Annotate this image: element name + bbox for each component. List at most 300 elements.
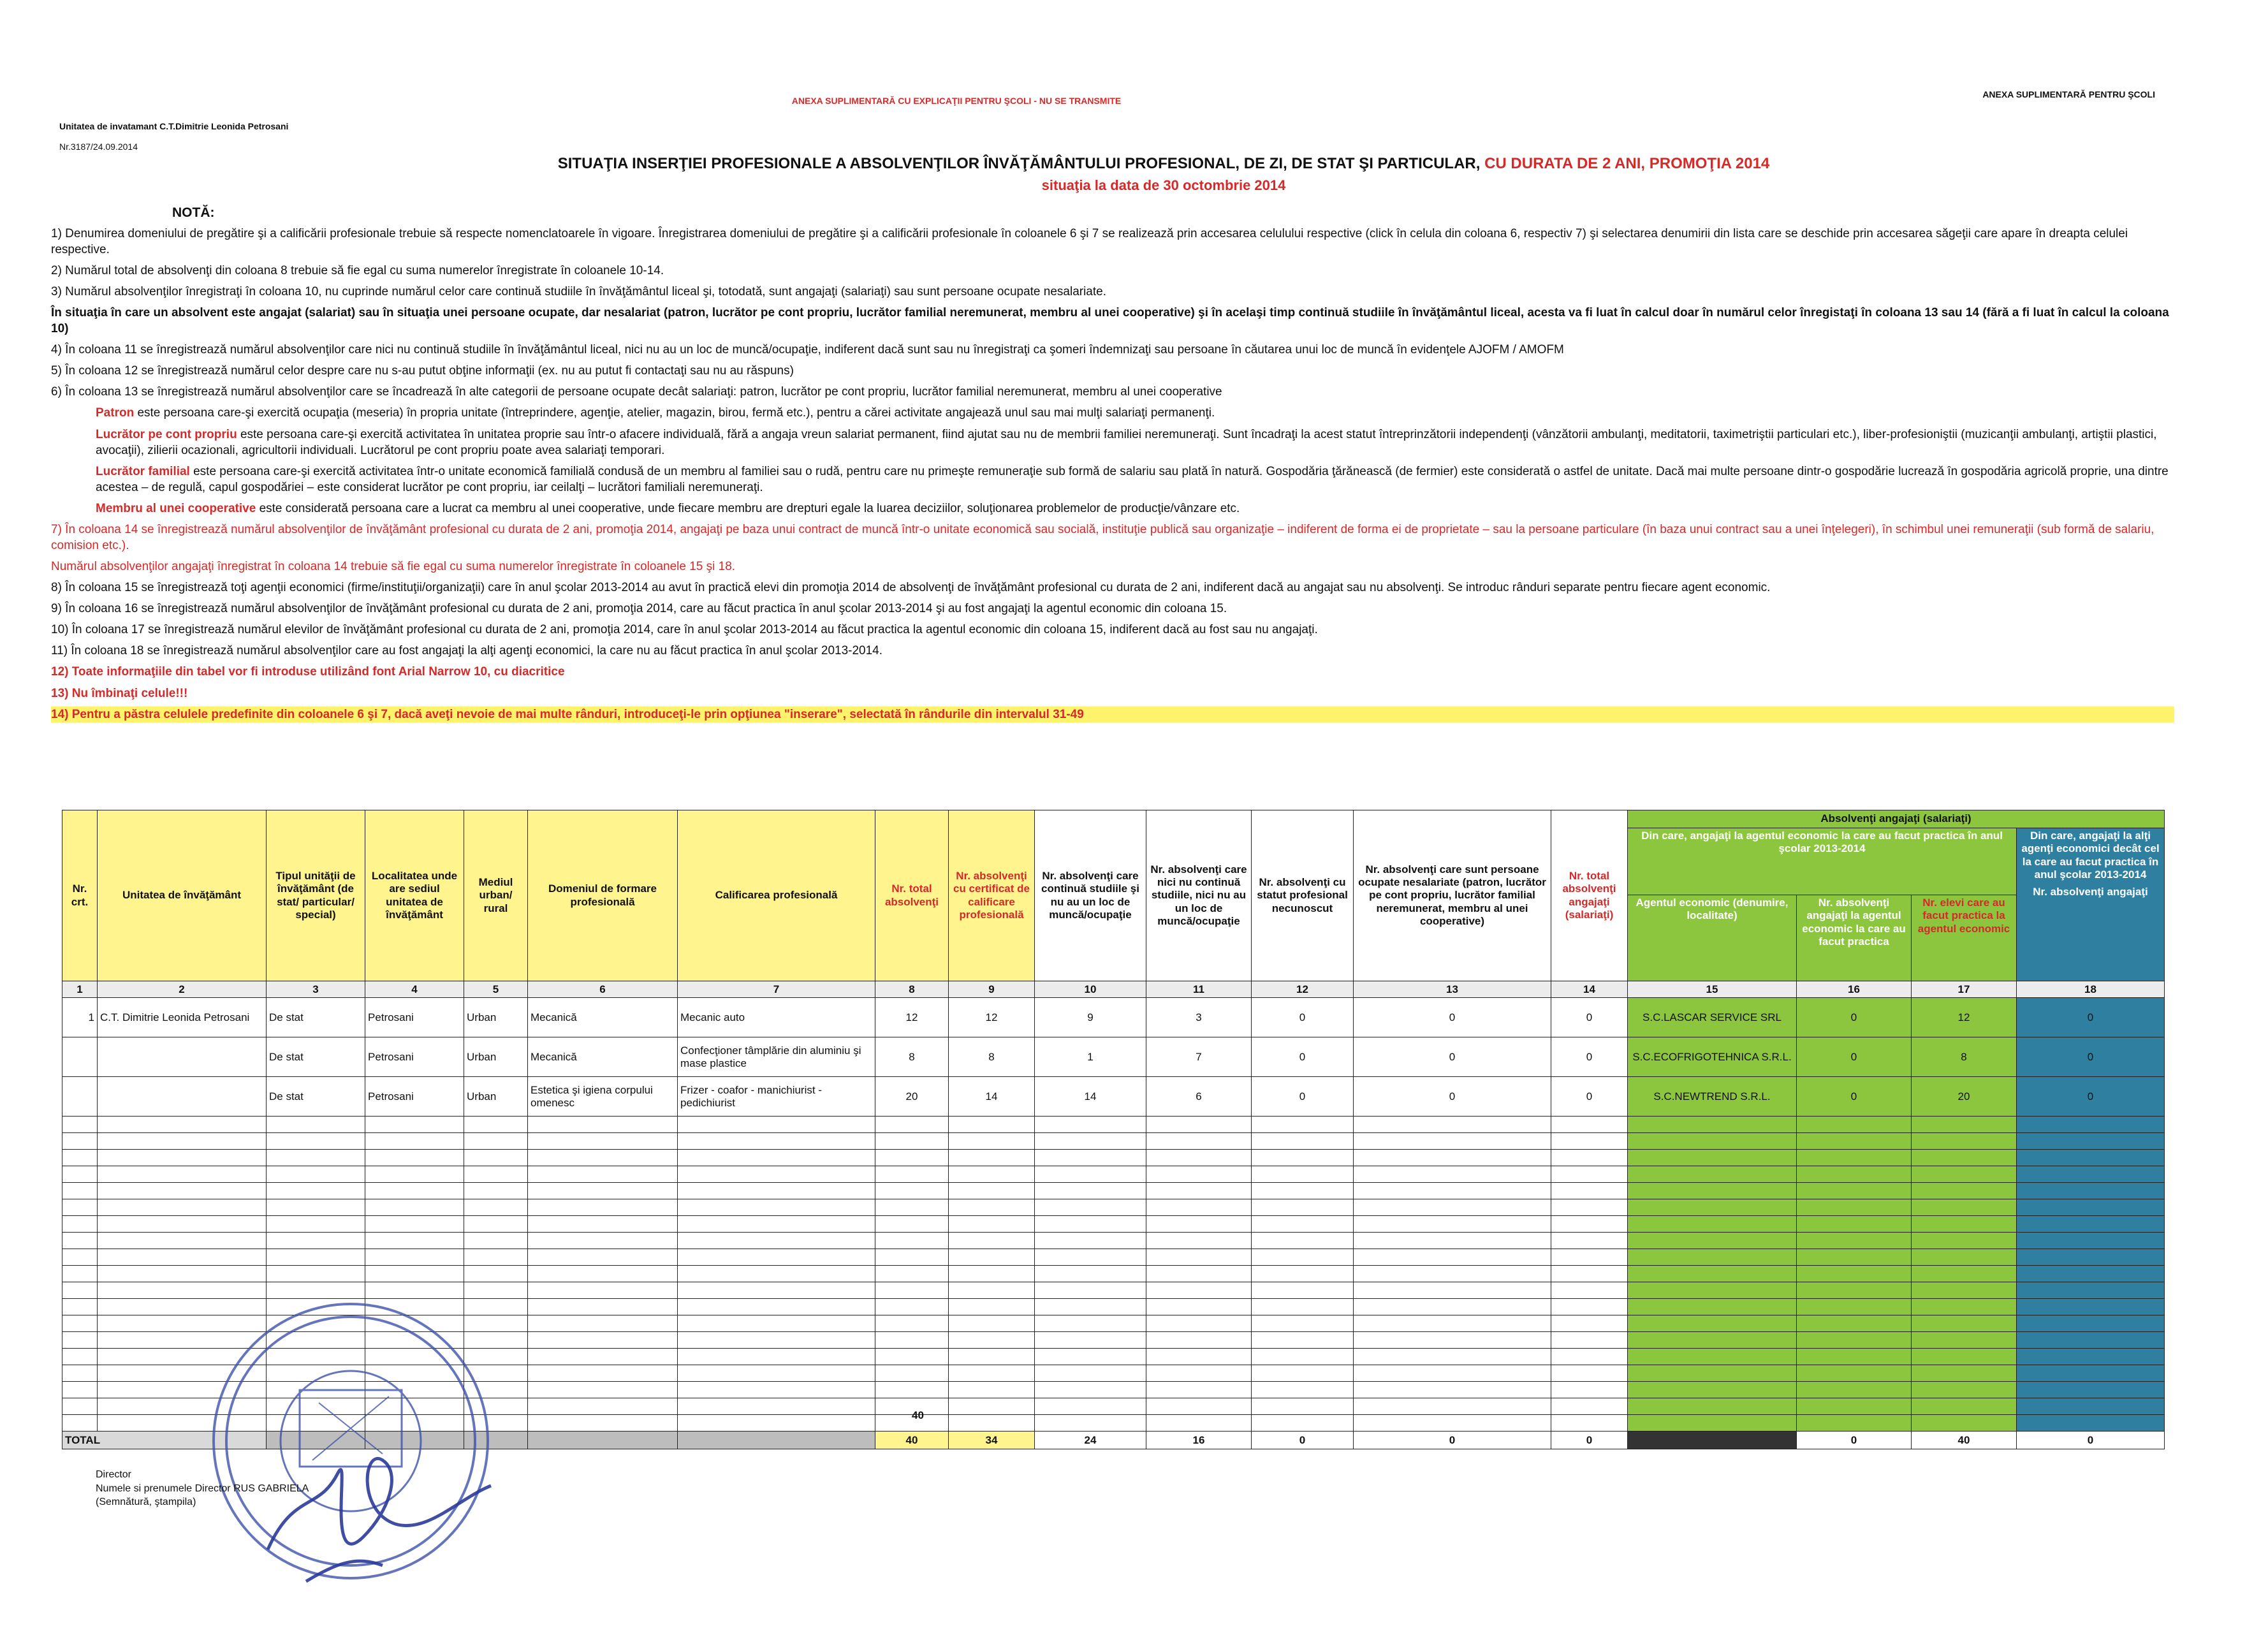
empty-cell[interactable] xyxy=(1035,1133,1146,1150)
table-cell[interactable]: 0 xyxy=(2017,1037,2165,1077)
empty-cell[interactable] xyxy=(949,1398,1035,1415)
empty-cell[interactable] xyxy=(875,1183,949,1199)
empty-cell[interactable] xyxy=(949,1183,1035,1199)
empty-cell[interactable] xyxy=(1146,1117,1252,1133)
empty-cell[interactable] xyxy=(949,1249,1035,1266)
empty-cell[interactable] xyxy=(1146,1349,1252,1365)
empty-cell[interactable] xyxy=(1628,1282,1797,1299)
empty-cell[interactable] xyxy=(678,1299,875,1315)
empty-cell[interactable] xyxy=(1146,1150,1252,1166)
table-cell[interactable]: 6 xyxy=(1146,1077,1252,1117)
empty-cell[interactable] xyxy=(1354,1216,1551,1233)
empty-cell[interactable] xyxy=(949,1365,1035,1382)
empty-cell[interactable] xyxy=(875,1166,949,1183)
empty-cell[interactable] xyxy=(875,1216,949,1233)
empty-cell[interactable] xyxy=(1551,1332,1628,1349)
empty-cell[interactable] xyxy=(875,1233,949,1249)
empty-cell[interactable] xyxy=(267,1150,365,1166)
empty-cell[interactable] xyxy=(1912,1266,2017,1282)
empty-cell[interactable] xyxy=(1252,1299,1354,1315)
empty-cell[interactable] xyxy=(1252,1382,1354,1398)
empty-cell[interactable] xyxy=(1797,1282,1912,1299)
table-cell[interactable]: 8 xyxy=(875,1037,949,1077)
table-cell[interactable]: 8 xyxy=(949,1037,1035,1077)
empty-cell[interactable] xyxy=(1354,1249,1551,1266)
table-cell[interactable]: Mecanic auto xyxy=(678,998,875,1037)
empty-cell[interactable] xyxy=(1354,1117,1551,1133)
empty-cell[interactable] xyxy=(949,1382,1035,1398)
empty-cell[interactable] xyxy=(1628,1216,1797,1233)
empty-cell[interactable] xyxy=(267,1199,365,1216)
empty-cell[interactable] xyxy=(62,1249,98,1266)
empty-cell[interactable] xyxy=(528,1133,678,1150)
table-cell[interactable]: 7 xyxy=(1146,1037,1252,1077)
empty-cell[interactable] xyxy=(2017,1382,2165,1398)
empty-cell[interactable] xyxy=(464,1233,528,1249)
empty-cell[interactable] xyxy=(1354,1365,1551,1382)
empty-cell[interactable] xyxy=(1354,1183,1551,1199)
empty-cell[interactable] xyxy=(1252,1332,1354,1349)
empty-cell[interactable] xyxy=(678,1349,875,1365)
empty-cell[interactable] xyxy=(1035,1332,1146,1349)
empty-cell[interactable] xyxy=(949,1266,1035,1282)
empty-cell[interactable] xyxy=(1252,1216,1354,1233)
table-cell[interactable]: 12 xyxy=(949,998,1035,1037)
empty-cell[interactable] xyxy=(1912,1299,2017,1315)
empty-cell[interactable] xyxy=(1354,1315,1551,1332)
table-cell[interactable]: 20 xyxy=(875,1077,949,1117)
table-cell[interactable]: Mecanică xyxy=(528,998,678,1037)
empty-cell[interactable] xyxy=(678,1315,875,1332)
empty-cell[interactable] xyxy=(678,1166,875,1183)
table-cell[interactable]: Mecanică xyxy=(528,1037,678,1077)
empty-cell[interactable] xyxy=(1628,1166,1797,1183)
empty-cell[interactable] xyxy=(1551,1233,1628,1249)
empty-cell[interactable] xyxy=(1035,1166,1146,1183)
table-cell[interactable]: 0 xyxy=(2017,1077,2165,1117)
empty-cell[interactable] xyxy=(1252,1398,1354,1415)
table-cell[interactable]: 0 xyxy=(1797,998,1912,1037)
empty-cell[interactable] xyxy=(875,1199,949,1216)
empty-cell[interactable] xyxy=(267,1233,365,1249)
empty-cell[interactable] xyxy=(1628,1332,1797,1349)
empty-cell[interactable] xyxy=(1354,1233,1551,1249)
empty-cell[interactable] xyxy=(1628,1398,1797,1415)
empty-cell[interactable] xyxy=(2017,1133,2165,1150)
empty-cell[interactable] xyxy=(1354,1266,1551,1282)
empty-cell[interactable] xyxy=(1146,1315,1252,1332)
table-cell[interactable]: 0 xyxy=(1797,1077,1912,1117)
empty-cell[interactable] xyxy=(1628,1150,1797,1166)
empty-cell[interactable] xyxy=(875,1133,949,1150)
empty-cell[interactable] xyxy=(528,1349,678,1365)
empty-cell[interactable] xyxy=(267,1216,365,1233)
empty-cell[interactable] xyxy=(1912,1183,2017,1199)
empty-cell[interactable] xyxy=(98,1133,267,1150)
empty-cell[interactable] xyxy=(875,1382,949,1398)
empty-cell[interactable] xyxy=(1035,1117,1146,1133)
empty-cell[interactable] xyxy=(528,1183,678,1199)
empty-cell[interactable] xyxy=(62,1166,98,1183)
empty-cell[interactable] xyxy=(949,1216,1035,1233)
table-cell[interactable]: 9 xyxy=(1035,998,1146,1037)
empty-cell[interactable] xyxy=(1146,1299,1252,1315)
empty-cell[interactable] xyxy=(1912,1315,2017,1332)
table-cell[interactable]: 0 xyxy=(1551,998,1628,1037)
empty-cell[interactable] xyxy=(365,1117,464,1133)
empty-cell[interactable] xyxy=(98,1166,267,1183)
empty-cell[interactable] xyxy=(528,1249,678,1266)
empty-cell[interactable] xyxy=(528,1398,678,1415)
empty-cell[interactable] xyxy=(464,1199,528,1216)
empty-cell[interactable] xyxy=(1912,1199,2017,1216)
empty-cell[interactable] xyxy=(875,1299,949,1315)
empty-cell[interactable] xyxy=(464,1216,528,1233)
empty-cell[interactable] xyxy=(267,1166,365,1183)
empty-cell[interactable] xyxy=(1354,1133,1551,1150)
empty-cell[interactable] xyxy=(1035,1150,1146,1166)
empty-cell[interactable] xyxy=(1035,1282,1146,1299)
empty-cell[interactable] xyxy=(62,1233,98,1249)
empty-cell[interactable] xyxy=(1628,1415,1797,1432)
empty-cell[interactable] xyxy=(1551,1349,1628,1365)
empty-cell[interactable] xyxy=(1354,1415,1551,1432)
empty-cell[interactable] xyxy=(1252,1415,1354,1432)
empty-cell[interactable] xyxy=(949,1199,1035,1216)
table-cell[interactable] xyxy=(98,1037,267,1077)
empty-cell[interactable] xyxy=(464,1183,528,1199)
table-cell[interactable]: Urban xyxy=(464,1077,528,1117)
empty-cell[interactable] xyxy=(528,1365,678,1382)
empty-cell[interactable] xyxy=(365,1199,464,1216)
empty-cell[interactable] xyxy=(1551,1415,1628,1432)
empty-cell[interactable] xyxy=(62,1415,98,1432)
empty-cell[interactable] xyxy=(528,1282,678,1299)
empty-cell[interactable] xyxy=(1912,1332,2017,1349)
empty-cell[interactable] xyxy=(875,1349,949,1365)
empty-cell[interactable] xyxy=(949,1282,1035,1299)
table-cell[interactable]: De stat xyxy=(267,1077,365,1117)
empty-cell[interactable] xyxy=(678,1199,875,1216)
table-cell[interactable]: 0 xyxy=(1354,1077,1551,1117)
empty-cell[interactable] xyxy=(1551,1315,1628,1332)
empty-cell[interactable] xyxy=(1628,1133,1797,1150)
empty-cell[interactable] xyxy=(1252,1315,1354,1332)
empty-cell[interactable] xyxy=(62,1365,98,1382)
empty-cell[interactable] xyxy=(365,1216,464,1233)
empty-cell[interactable] xyxy=(1252,1249,1354,1266)
empty-cell[interactable] xyxy=(1628,1315,1797,1332)
empty-cell[interactable] xyxy=(678,1233,875,1249)
table-cell[interactable]: De stat xyxy=(267,998,365,1037)
empty-cell[interactable] xyxy=(678,1183,875,1199)
empty-cell[interactable] xyxy=(1912,1365,2017,1382)
empty-cell[interactable] xyxy=(1797,1150,1912,1166)
empty-cell[interactable] xyxy=(98,1183,267,1199)
empty-cell[interactable] xyxy=(949,1332,1035,1349)
empty-cell[interactable] xyxy=(1354,1299,1551,1315)
empty-cell[interactable] xyxy=(1912,1133,2017,1150)
empty-cell[interactable] xyxy=(949,1299,1035,1315)
empty-cell[interactable] xyxy=(1551,1117,1628,1133)
empty-cell[interactable] xyxy=(464,1150,528,1166)
empty-cell[interactable] xyxy=(1551,1166,1628,1183)
empty-cell[interactable] xyxy=(1146,1249,1252,1266)
empty-cell[interactable] xyxy=(528,1315,678,1332)
table-cell[interactable]: 3 xyxy=(1146,998,1252,1037)
empty-cell[interactable] xyxy=(875,1117,949,1133)
empty-cell[interactable] xyxy=(1252,1199,1354,1216)
empty-cell[interactable] xyxy=(98,1117,267,1133)
empty-cell[interactable] xyxy=(2017,1117,2165,1133)
table-cell[interactable] xyxy=(62,1077,98,1117)
empty-cell[interactable] xyxy=(1035,1315,1146,1332)
empty-cell[interactable] xyxy=(1797,1382,1912,1398)
empty-cell[interactable] xyxy=(2017,1249,2165,1266)
empty-cell[interactable] xyxy=(1354,1199,1551,1216)
empty-cell[interactable] xyxy=(949,1133,1035,1150)
table-cell[interactable]: De stat xyxy=(267,1037,365,1077)
empty-cell[interactable] xyxy=(365,1166,464,1183)
empty-cell[interactable] xyxy=(1797,1299,1912,1315)
empty-cell[interactable] xyxy=(1035,1349,1146,1365)
empty-cell[interactable] xyxy=(949,1349,1035,1365)
table-cell[interactable]: Urban xyxy=(464,1037,528,1077)
table-cell[interactable]: 0 xyxy=(1551,1037,1628,1077)
empty-cell[interactable] xyxy=(1146,1233,1252,1249)
empty-cell[interactable] xyxy=(1035,1233,1146,1249)
empty-cell[interactable] xyxy=(1252,1183,1354,1199)
empty-cell[interactable] xyxy=(678,1415,875,1432)
empty-cell[interactable] xyxy=(678,1216,875,1233)
empty-cell[interactable] xyxy=(267,1183,365,1199)
empty-cell[interactable] xyxy=(1797,1216,1912,1233)
empty-cell[interactable] xyxy=(1551,1183,1628,1199)
empty-cell[interactable] xyxy=(1551,1266,1628,1282)
table-cell[interactable]: Petrosani xyxy=(365,1077,464,1117)
empty-cell[interactable] xyxy=(464,1133,528,1150)
empty-cell[interactable] xyxy=(1354,1282,1551,1299)
empty-cell[interactable] xyxy=(949,1166,1035,1183)
empty-cell[interactable] xyxy=(528,1299,678,1315)
empty-cell[interactable] xyxy=(1912,1166,2017,1183)
empty-cell[interactable] xyxy=(464,1249,528,1266)
empty-cell[interactable] xyxy=(1354,1332,1551,1349)
empty-cell[interactable] xyxy=(1628,1266,1797,1282)
empty-cell[interactable] xyxy=(949,1233,1035,1249)
empty-cell[interactable] xyxy=(1252,1349,1354,1365)
table-cell[interactable]: Confecţioner tâmplărie din aluminiu şi mase plastice xyxy=(678,1037,875,1077)
empty-cell[interactable] xyxy=(1146,1282,1252,1299)
empty-cell[interactable] xyxy=(1551,1216,1628,1233)
empty-cell[interactable] xyxy=(1035,1299,1146,1315)
empty-cell[interactable] xyxy=(528,1382,678,1398)
empty-cell[interactable] xyxy=(1912,1150,2017,1166)
empty-cell[interactable] xyxy=(949,1117,1035,1133)
empty-cell[interactable] xyxy=(1035,1199,1146,1216)
empty-cell[interactable] xyxy=(2017,1233,2165,1249)
empty-cell[interactable] xyxy=(528,1199,678,1216)
empty-cell[interactable] xyxy=(98,1266,267,1282)
table-cell[interactable]: Frizer - coafor - manichiurist - pedichiurist xyxy=(678,1077,875,1117)
empty-cell[interactable] xyxy=(1912,1382,2017,1398)
table-cell[interactable]: Petrosani xyxy=(365,998,464,1037)
empty-cell[interactable] xyxy=(62,1282,98,1299)
table-cell[interactable]: 12 xyxy=(875,998,949,1037)
empty-cell[interactable] xyxy=(1628,1299,1797,1315)
table-cell[interactable]: 0 xyxy=(2017,998,2165,1037)
empty-cell[interactable] xyxy=(2017,1332,2165,1349)
empty-cell[interactable] xyxy=(1912,1349,2017,1365)
empty-cell[interactable] xyxy=(2017,1183,2165,1199)
empty-cell[interactable] xyxy=(1035,1266,1146,1282)
empty-cell[interactable] xyxy=(2017,1349,2165,1365)
empty-cell[interactable] xyxy=(1797,1266,1912,1282)
empty-cell[interactable] xyxy=(1912,1398,2017,1415)
empty-cell[interactable] xyxy=(1354,1166,1551,1183)
empty-cell[interactable] xyxy=(1146,1382,1252,1398)
empty-cell[interactable] xyxy=(2017,1166,2165,1183)
table-cell[interactable]: S.C.ECOFRIGOTEHNICA S.R.L. xyxy=(1628,1037,1797,1077)
empty-cell[interactable] xyxy=(2017,1415,2165,1432)
empty-cell[interactable] xyxy=(365,1233,464,1249)
table-cell[interactable]: 1 xyxy=(62,998,98,1037)
empty-cell[interactable] xyxy=(1354,1150,1551,1166)
empty-cell[interactable] xyxy=(1797,1332,1912,1349)
empty-cell[interactable] xyxy=(267,1249,365,1266)
empty-cell[interactable] xyxy=(464,1266,528,1282)
empty-cell[interactable] xyxy=(62,1266,98,1282)
empty-cell[interactable] xyxy=(62,1332,98,1349)
empty-cell[interactable] xyxy=(62,1398,98,1415)
empty-cell[interactable] xyxy=(1035,1365,1146,1382)
empty-cell[interactable] xyxy=(1912,1117,2017,1133)
empty-cell[interactable] xyxy=(678,1332,875,1349)
empty-cell[interactable] xyxy=(1912,1282,2017,1299)
empty-cell[interactable] xyxy=(1252,1133,1354,1150)
empty-cell[interactable] xyxy=(1551,1282,1628,1299)
table-cell[interactable]: S.C.LASCAR SERVICE SRL xyxy=(1628,998,1797,1037)
empty-cell[interactable] xyxy=(1797,1166,1912,1183)
empty-cell[interactable] xyxy=(678,1282,875,1299)
empty-cell[interactable] xyxy=(528,1216,678,1233)
empty-cell[interactable] xyxy=(1146,1133,1252,1150)
empty-cell[interactable] xyxy=(875,1315,949,1332)
empty-cell[interactable] xyxy=(1252,1282,1354,1299)
empty-cell[interactable] xyxy=(62,1133,98,1150)
empty-cell[interactable] xyxy=(528,1117,678,1133)
empty-cell[interactable] xyxy=(1354,1349,1551,1365)
empty-cell[interactable] xyxy=(1035,1216,1146,1233)
empty-cell[interactable] xyxy=(1628,1183,1797,1199)
empty-cell[interactable] xyxy=(62,1183,98,1199)
empty-cell[interactable] xyxy=(678,1398,875,1415)
table-cell[interactable]: 0 xyxy=(1551,1077,1628,1117)
empty-cell[interactable] xyxy=(1797,1398,1912,1415)
empty-cell[interactable] xyxy=(1912,1249,2017,1266)
empty-cell[interactable] xyxy=(62,1216,98,1233)
empty-cell[interactable] xyxy=(1252,1166,1354,1183)
table-cell[interactable]: 1 xyxy=(1035,1037,1146,1077)
table-cell[interactable]: 0 xyxy=(1354,1037,1551,1077)
empty-cell[interactable] xyxy=(2017,1150,2165,1166)
empty-cell[interactable] xyxy=(528,1415,678,1432)
empty-cell[interactable] xyxy=(1551,1150,1628,1166)
empty-cell[interactable] xyxy=(1146,1266,1252,1282)
empty-cell[interactable] xyxy=(1252,1117,1354,1133)
empty-cell[interactable] xyxy=(1912,1233,2017,1249)
empty-cell[interactable] xyxy=(1797,1233,1912,1249)
table-cell[interactable]: 8 xyxy=(1912,1037,2017,1077)
empty-cell[interactable] xyxy=(1628,1249,1797,1266)
empty-cell[interactable] xyxy=(2017,1365,2165,1382)
empty-cell[interactable] xyxy=(875,1266,949,1282)
table-cell[interactable]: S.C.NEWTREND S.R.L. xyxy=(1628,1077,1797,1117)
empty-cell[interactable] xyxy=(98,1249,267,1266)
empty-cell[interactable] xyxy=(2017,1266,2165,1282)
empty-cell[interactable] xyxy=(1146,1365,1252,1382)
empty-cell[interactable] xyxy=(1035,1398,1146,1415)
empty-cell[interactable] xyxy=(2017,1199,2165,1216)
table-cell[interactable]: 0 xyxy=(1252,1077,1354,1117)
empty-cell[interactable] xyxy=(1035,1382,1146,1398)
empty-cell[interactable] xyxy=(1551,1382,1628,1398)
empty-cell[interactable] xyxy=(365,1249,464,1266)
empty-cell[interactable] xyxy=(1628,1233,1797,1249)
empty-cell[interactable] xyxy=(528,1332,678,1349)
table-cell[interactable]: 0 xyxy=(1252,998,1354,1037)
empty-cell[interactable] xyxy=(62,1150,98,1166)
empty-cell[interactable] xyxy=(1797,1365,1912,1382)
empty-cell[interactable] xyxy=(1354,1382,1551,1398)
empty-cell[interactable] xyxy=(62,1382,98,1398)
table-cell[interactable]: Urban xyxy=(464,998,528,1037)
empty-cell[interactable] xyxy=(949,1150,1035,1166)
empty-cell[interactable] xyxy=(1252,1266,1354,1282)
table-cell[interactable]: 20 xyxy=(1912,1077,2017,1117)
empty-cell[interactable] xyxy=(875,1332,949,1349)
empty-cell[interactable] xyxy=(875,1282,949,1299)
empty-cell[interactable] xyxy=(1628,1199,1797,1216)
empty-cell[interactable] xyxy=(528,1166,678,1183)
table-cell[interactable]: 0 xyxy=(1252,1037,1354,1077)
empty-cell[interactable] xyxy=(267,1266,365,1282)
empty-cell[interactable] xyxy=(678,1382,875,1398)
empty-cell[interactable] xyxy=(62,1117,98,1133)
empty-cell[interactable] xyxy=(949,1415,1035,1432)
table-cell[interactable]: 0 xyxy=(1354,998,1551,1037)
empty-cell[interactable] xyxy=(1797,1315,1912,1332)
empty-cell[interactable] xyxy=(365,1266,464,1282)
table-cell[interactable]: 12 xyxy=(1912,998,2017,1037)
empty-cell[interactable] xyxy=(1551,1398,1628,1415)
empty-cell[interactable] xyxy=(1551,1249,1628,1266)
empty-cell[interactable] xyxy=(464,1117,528,1133)
empty-cell[interactable] xyxy=(1797,1249,1912,1266)
empty-cell[interactable] xyxy=(1035,1415,1146,1432)
table-cell[interactable]: Estetica şi igiena corpului omenesc xyxy=(528,1077,678,1117)
empty-cell[interactable] xyxy=(1551,1199,1628,1216)
empty-cell[interactable] xyxy=(98,1150,267,1166)
empty-cell[interactable] xyxy=(2017,1398,2165,1415)
empty-cell[interactable] xyxy=(1797,1349,1912,1365)
empty-cell[interactable] xyxy=(875,1150,949,1166)
empty-cell[interactable] xyxy=(1146,1332,1252,1349)
empty-cell[interactable] xyxy=(98,1199,267,1216)
empty-cell[interactable] xyxy=(2017,1315,2165,1332)
empty-cell[interactable] xyxy=(1628,1365,1797,1382)
table-cell[interactable] xyxy=(62,1037,98,1077)
